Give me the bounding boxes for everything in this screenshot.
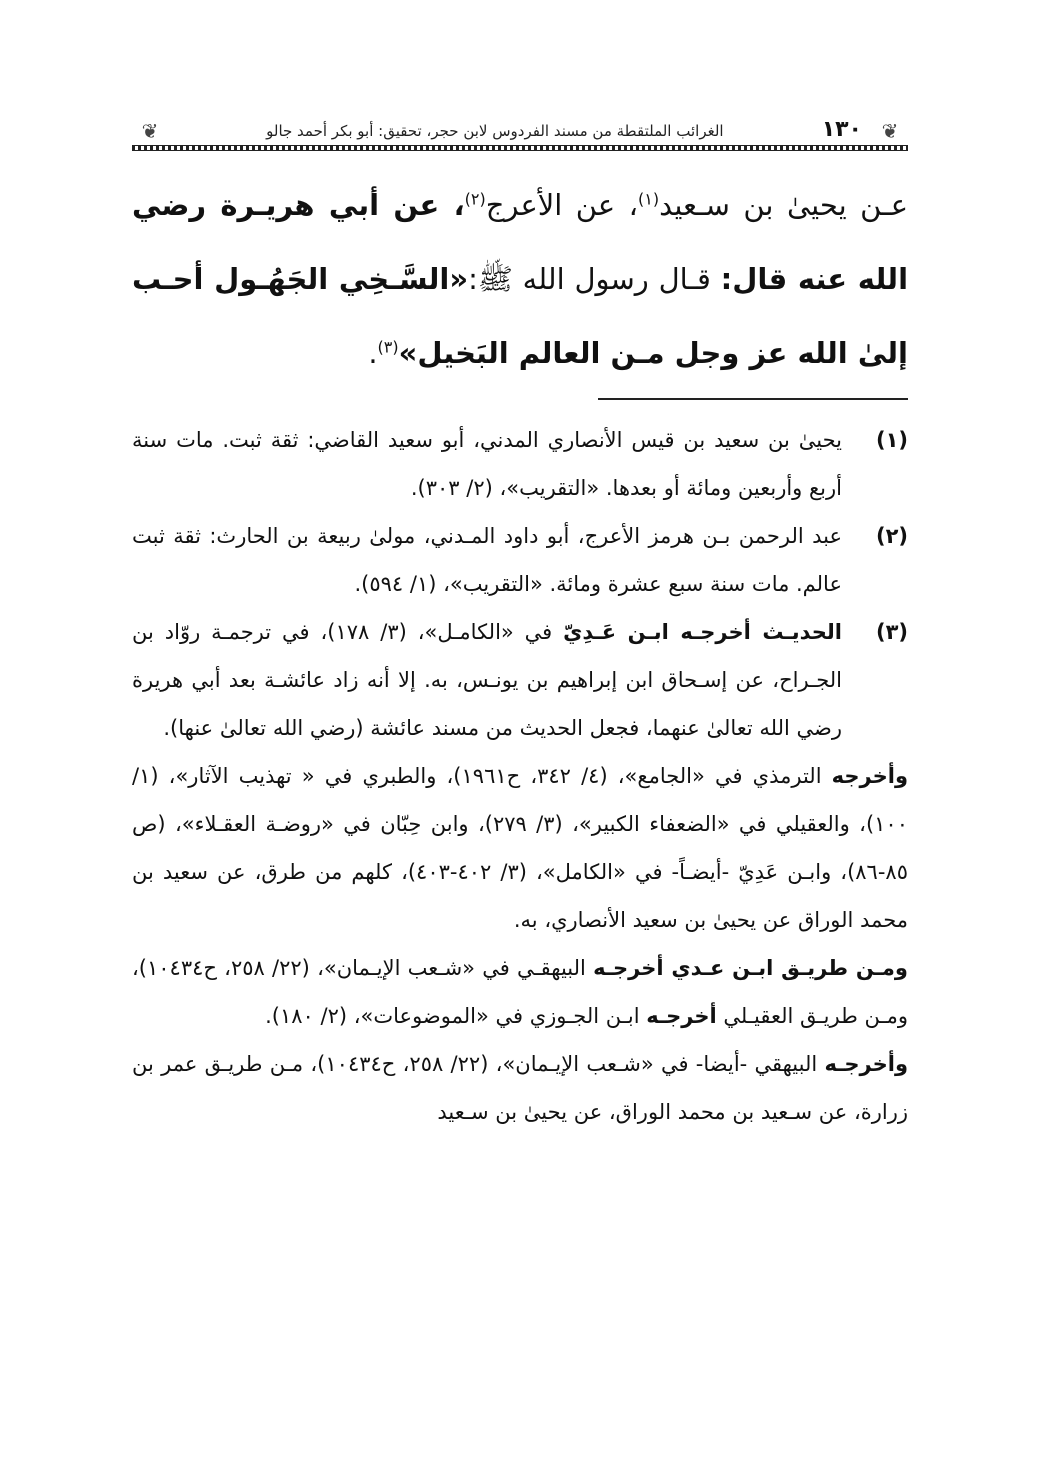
footnote-number: (١) <box>875 428 908 452</box>
paragraph-body: البيهقي -أيضا- في «شـعب الإيـمان»، (٢٢/ ٢٥٨، ح١٠٤٣٤)، مـن طريـق عمر بن زرارة، عن سـعيد بن محمد الوراق، عن يحيىٰ بن سـعيد <box>132 1052 908 1124</box>
footnote-3 <box>132 608 908 752</box>
footnote-text: يحيىٰ بن سعيد بن قيس الأنصاري المدني، أبو سعيد القاضي: ثقة ثبت. مات سنة أربع وأربعين ومائة أو بعدها. «التقريب»، (٢/ ٣٠٣). <box>132 428 842 500</box>
takhrij-paragraph-2 <box>132 944 908 1040</box>
hadith-matn: «السَّـخِي الجَهُـول أحـب إلىٰ الله عز وجل مـن العالم البَخيل» <box>132 262 908 370</box>
hadith-isnad-part1: عـن يحيىٰ بن سـعيد <box>659 188 908 222</box>
footnote-ref-1: (١) <box>638 189 660 209</box>
footnotes <box>132 416 908 1136</box>
hadith-text <box>132 168 908 390</box>
footnote-ref-3: (٣) <box>377 337 399 357</box>
running-title: الغرائب الملتقطة من مسند الفردوس لابن حجر، تحقيق: أبو بكر أحمد جالو <box>266 122 724 140</box>
header-rule <box>132 145 908 151</box>
hadith-isnad-part2: ، عن الأعرج <box>485 188 639 222</box>
footnote-ref-2: (٢) <box>464 189 486 209</box>
paragraph-lead: وأخرجـه <box>824 1052 908 1076</box>
paragraph-body-2: ابـن الجـوزي في «الموضوعات»، (٢/ ١٨٠). <box>265 1004 647 1028</box>
footnote-text <box>132 608 842 752</box>
hadith-isnad-part3: ، عن أبي هريـرة رضي الله عنه قال: <box>132 188 909 296</box>
hadith-end-period: . <box>368 336 378 370</box>
footnote-number: (٢) <box>875 524 908 548</box>
ornament-left-icon: ❦ <box>141 119 159 143</box>
footnote-body: في «الكامـل»، (٣/ ١٧٨)، في ترجمـة روّاد بن الجـراح، عن إسـحاق ابن إبراهيم بن يونـس، به. إلا أنه زاد عائشـة بعد أبي هريرة رضي الله تعالىٰ عنهما، فجعل الحديث من مسند عائشة (رضي الله تعالىٰ عنها). <box>132 620 842 740</box>
takhrij-paragraph-1 <box>132 752 908 944</box>
paragraph-lead: ومـن طريـق ابـن عـدي أخرجـه <box>593 956 908 980</box>
hadith-intro: قـال رسول الله ﷺ: <box>468 262 711 296</box>
ornament-right-icon: ❦ <box>881 119 899 143</box>
footnote-text: عبد الرحمن بـن هرمز الأعرج، أبو داود المـدني، مولىٰ ربيعة بن الحارث: ثقة ثبت عالم. مات سنة سبع عشرة ومائة. «التقريب»، (١/ ٥٩٤). <box>132 524 842 596</box>
footnote-1 <box>132 416 908 512</box>
footnote-2 <box>132 512 908 608</box>
footnote-lead: الحديـث أخرجـه ابـن عَـدِيّ <box>563 620 842 644</box>
paragraph-lead: وأخرجه <box>831 764 908 788</box>
paragraph-body: الترمذي في «الجامع»، (٤/ ٣٤٢، ح١٩٦١)، والطبري في « تهذيب الآثار»، (١/ ١٠٠)، والعقيلي في «الضعفاء الكبير»، (٣/ ٢٧٩)، وابن حِبّان في «روضـة العقـلاء»، (ص ٨٥-٨٦)، وابـن عَدِيّ -أيضـاً- في «الكامل»، (٣/ ٤٠٢-٤٠٣)، كلهم من طرق، عن سعيد بن محمد الوراق عن يحيىٰ بن سعيد الأنصاري، به. <box>132 764 908 932</box>
paragraph-body: البيهقـي في «شـعب الإيـمان»، (٢٢/ ٢٥٨، ح١٠٤٣٤)، ومـن طريـق العقيـلي <box>132 956 908 1028</box>
paragraph-lead-2: أخرجـه <box>646 1004 717 1028</box>
running-header <box>132 104 908 150</box>
takhrij-paragraph-3 <box>132 1040 908 1136</box>
footnote-separator <box>598 398 908 400</box>
page-number: ١٣٠ <box>821 117 862 142</box>
footnote-number: (٣) <box>875 620 908 644</box>
